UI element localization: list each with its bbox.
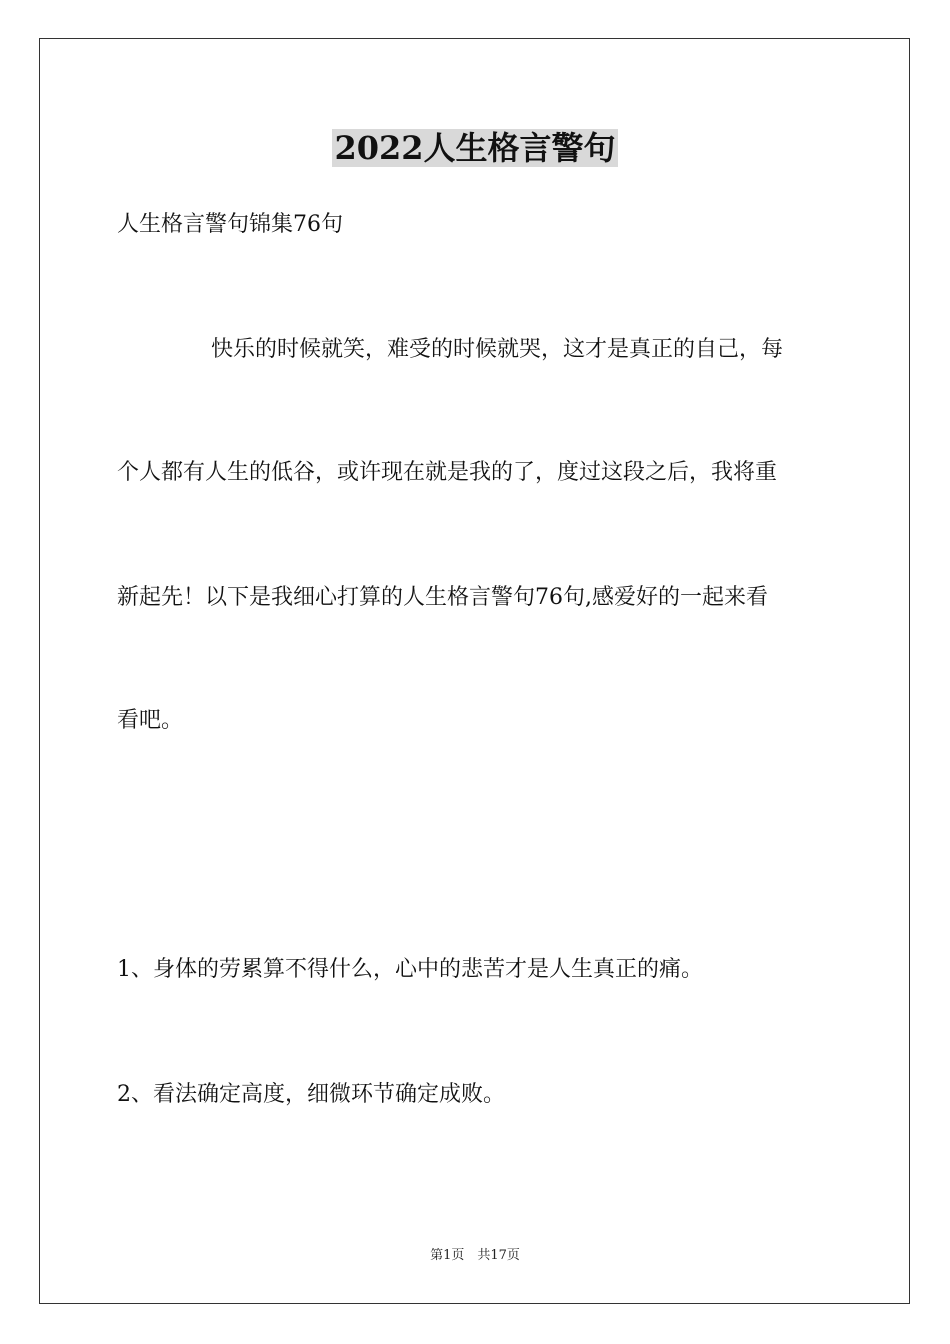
intro-line-4: 看吧。: [117, 708, 184, 733]
page-footer: 第1页 共17页: [430, 1248, 520, 1263]
list-item-2: 2、看法确定高度，细微环节确定成败。: [117, 1082, 505, 1107]
intro-line-2: 个人都有人生的低谷，或许现在就是我的了，度过这段之后，我将重: [117, 460, 778, 485]
document-title: [0, 128, 950, 168]
document-title-text: 2022人生格言警句: [334, 129, 616, 167]
list-item-1: 1、身体的劳累算不得什么，心中的悲苦才是人生真正的痛。: [117, 957, 703, 982]
subtitle: 人生格言警句锦集76句: [117, 212, 343, 237]
intro-line-1: 快乐的时候就笑，难受的时候就哭，这才是真正的自己，每: [211, 337, 784, 362]
intro-line-3: 新起先！以下是我细心打算的人生格言警句76句,感爱好的一起来看: [117, 585, 768, 610]
